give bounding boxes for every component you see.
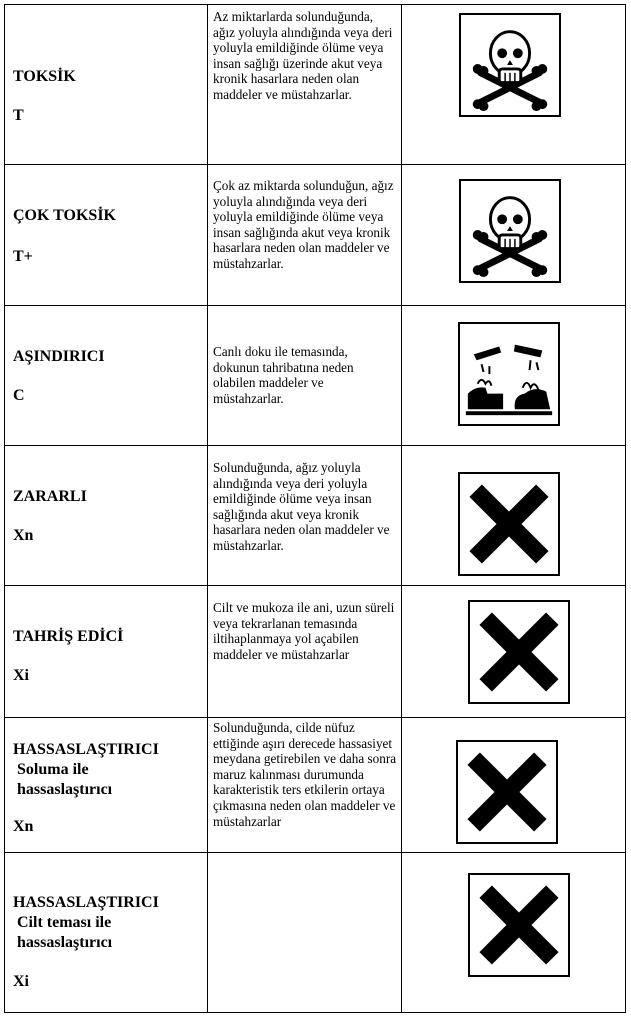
hazard-description-cell: [208, 718, 402, 853]
hazard-description: Solunduğunda, cilde nüfuz ettiğinde aşırı derecede hassasiyet meydana getirebilen ve daha sonra maruz kalınması durumunda karakteristik ters etkilerin ortaya çıkmasına neden olan maddeler ve müstahzarlar: [213, 720, 397, 829]
saint-andrew-cross-icon: [468, 600, 570, 704]
table-row: [5, 853, 626, 1013]
hazard-name-main: HASSASLAŞTIRICI: [13, 894, 159, 911]
table-row: [5, 306, 626, 446]
hazard-name: ZARARLI: [13, 488, 87, 505]
saint-andrew-cross-icon: [468, 873, 570, 977]
saint-andrew-cross-icon: [456, 740, 558, 844]
hazard-description: Solunduğunda, ağız yoluyla alındığında veya deri yoluyla emildiğinde ölüme veya insan sağlığında akut veya kronik hasarlara neden olan maddeler ve müstahzarlar.: [213, 460, 390, 553]
hazard-name: AŞINDIRICI: [13, 348, 105, 365]
hazard-name-cell: [5, 853, 208, 1013]
hazard-description: Çok az miktarda solunduğun, ağız yoluyla alındığında veya deri yoluyla emildiğinde ölüme veya insan sağlığında akut veya kronik hasarlara neden olan maddeler ve müstahzarlar.: [213, 178, 394, 271]
hazard-name-subtitle: Cilt teması ile: [17, 914, 112, 931]
hazard-symbol-cell: [402, 853, 626, 1013]
hazard-symbol-cell: [402, 5, 626, 165]
hazard-code: T: [13, 107, 24, 124]
hazard-symbol-cell: [402, 586, 626, 718]
hazard-description-cell: [208, 446, 402, 586]
hazard-name: TOKSİK: [13, 68, 76, 85]
hazard-name-cell: [5, 586, 208, 718]
hazard-code: C: [13, 387, 25, 404]
skull-crossbones-icon: [459, 13, 561, 117]
hazard-code: Xn: [13, 818, 34, 835]
hazard-symbol-cell: [402, 165, 626, 306]
hazard-description: [208, 853, 401, 857]
hazard-description: Az miktarlarda solunduğunda, ağız yoluyla alındığında veya deri yoluyla emildiğinde ölüme veya insan sağlığı üzerinde akut veya kronik hasarlara neden olan maddeler ve müstahzarlar.: [213, 9, 393, 102]
hazard-symbol-cell: [402, 446, 626, 586]
hazard-name-subtitle: hassaslaştırıcı: [17, 934, 113, 951]
table-row: [5, 586, 626, 718]
hazard-code: T+: [13, 248, 33, 265]
hazard-name-cell: [5, 165, 208, 306]
hazard-name-subtitle: Soluma ile: [17, 761, 89, 778]
hazard-name-cell: [5, 446, 208, 586]
table-row: [5, 5, 626, 165]
hazard-code: Xn: [13, 527, 34, 544]
hazard-description-cell: [208, 165, 402, 306]
hazard-description-cell: [208, 586, 402, 718]
corrosive-icon: [458, 322, 560, 426]
hazard-name-cell: [5, 306, 208, 446]
hazard-symbols-table: [4, 4, 626, 1013]
hazard-name-subtitle: hassaslaştırıcı: [17, 781, 113, 798]
hazard-name-cell: [5, 5, 208, 165]
hazard-symbol-cell: [402, 306, 626, 446]
hazard-name-cell: [5, 718, 208, 853]
hazard-description-cell: [208, 306, 402, 446]
hazard-description-cell: [208, 853, 402, 1013]
skull-crossbones-icon: [459, 179, 561, 283]
hazard-name: TAHRİŞ EDİCİ: [13, 628, 124, 645]
table-row: [5, 165, 626, 306]
hazard-name: ÇOK TOKSİK: [13, 207, 116, 224]
hazard-code: Xi: [13, 973, 29, 990]
hazard-description: Canlı doku ile temasında, dokunun tahribatına neden olabilen maddeler ve müstahzarlar.: [213, 344, 354, 406]
hazard-code: Xi: [13, 667, 29, 684]
table-row: [5, 446, 626, 586]
hazard-name-main: HASSASLAŞTIRICI: [13, 741, 159, 758]
table-row: [5, 718, 626, 853]
hazard-symbol-cell: [402, 718, 626, 853]
saint-andrew-cross-icon: [458, 472, 560, 576]
hazard-name: [13, 893, 159, 953]
hazard-description: Cilt ve mukoza ile ani, uzun süreli veya tekrarlanan temasında iltihaplanmaya yol açabilen maddeler ve müstahzarlar: [213, 600, 395, 662]
hazard-name: [13, 740, 159, 800]
hazard-description-cell: [208, 5, 402, 165]
